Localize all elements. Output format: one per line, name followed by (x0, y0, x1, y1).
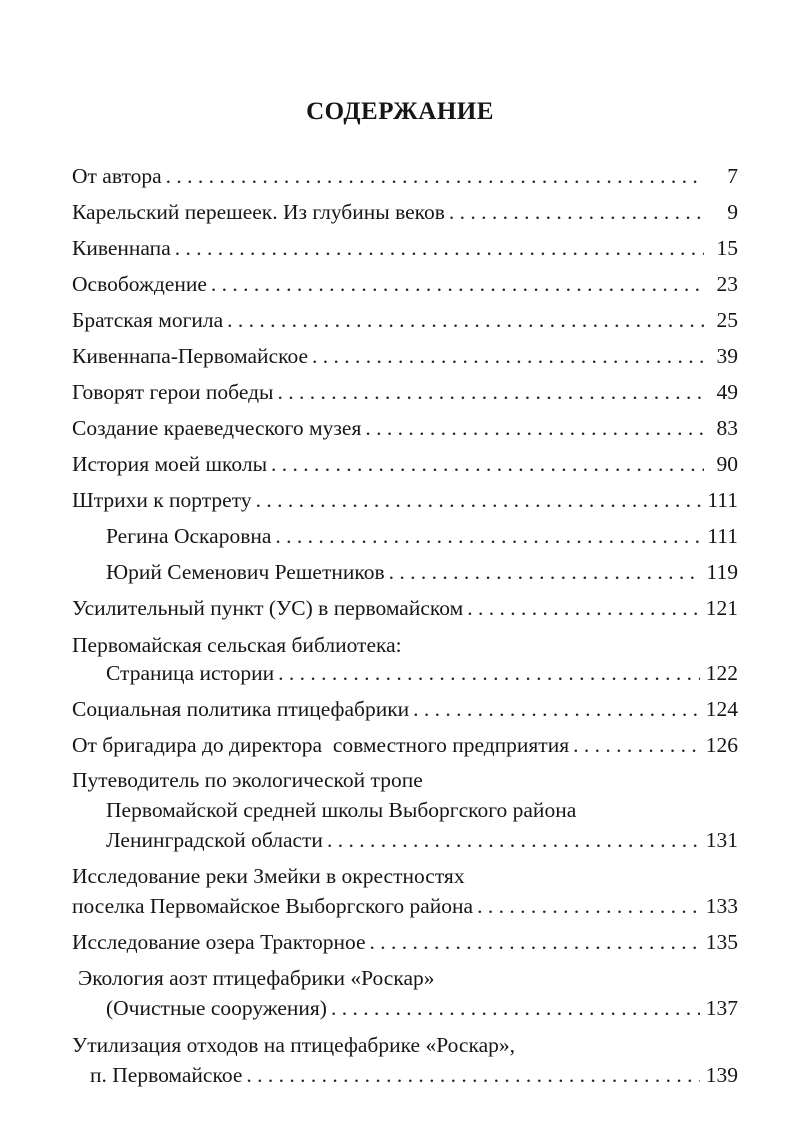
toc-entry-row (106, 825, 738, 855)
toc-page-number: 83 (716, 416, 738, 440)
toc-entry-row (106, 521, 738, 551)
toc-entry-title: Братская могила (72, 308, 224, 332)
toc-leader-dots (312, 341, 704, 371)
toc-entry-title: Карельский перешеек. Из глубины веков (72, 200, 445, 224)
toc-leader-dots (449, 197, 704, 227)
toc-entry-row (72, 197, 738, 227)
toc-page-number: 124 (705, 697, 738, 721)
toc-leader-dots (275, 521, 701, 551)
toc-page-number: 15 (716, 236, 738, 260)
toc-entry-title-continued: п. Первомайское (90, 1063, 243, 1087)
toc-entry-title: Усилительный пункт (УС) в первомайском (72, 596, 464, 620)
toc-entry-title: Освобождение (72, 272, 207, 296)
toc-entry-title: Путеводитель по экологической тропе (72, 768, 423, 792)
toc-entry-row (72, 449, 738, 479)
toc-page-number: 119 (706, 560, 738, 584)
toc-entry-row (72, 485, 738, 515)
toc-entry-title: Кивеннапа-Первомайское (72, 344, 309, 368)
toc-leader-dots (370, 927, 700, 957)
toc-page-number: 49 (716, 380, 738, 404)
toc-entry-title: Первомайская сельская библиотека: (72, 633, 402, 657)
toc-entry-row (72, 927, 738, 957)
toc-entry-title: От автора (72, 164, 162, 188)
toc-leader-dots (227, 305, 704, 335)
toc-page-number: 131 (705, 828, 738, 852)
toc-leader-dots (278, 658, 700, 688)
toc-entry-row (72, 891, 738, 921)
toc-page-number: 139 (705, 1063, 738, 1087)
toc-entry-title: Экология аозт птицефабрики «Роскар» (78, 966, 435, 990)
toc-entry-row (72, 377, 738, 407)
toc-page-number: 133 (705, 894, 738, 918)
toc-entry-title-continued: (Очистные сооружения) (106, 996, 327, 1020)
toc-leader-dots (277, 377, 704, 407)
toc-entry-title-continued: Страница истории (106, 661, 275, 685)
toc-page-number: 23 (716, 272, 738, 296)
toc-leader-dots (467, 593, 700, 623)
toc-leader-dots (175, 233, 704, 263)
toc-page-number: 39 (716, 344, 738, 368)
toc-page-number: 9 (727, 200, 738, 224)
toc-entry-title: Штрихи к портрету (72, 488, 252, 512)
toc-entry-row (72, 694, 738, 724)
toc-entry-title: Регина Оскаровна (106, 524, 272, 548)
toc-leader-dots (211, 269, 704, 299)
toc-page-number: 135 (705, 930, 738, 954)
toc-leader-dots (389, 557, 701, 587)
toc-entry-title: История моей школы (72, 452, 268, 476)
toc-entry-title-continued: Первомайской средней школы Выборгского района (106, 798, 577, 822)
toc-entry-row (72, 730, 738, 760)
toc-leader-dots (573, 730, 700, 760)
toc-entry-row (72, 161, 738, 191)
toc-entry-title: Утилизация отходов на птицефабрике «Роскар», (72, 1033, 515, 1057)
toc-page-number: 7 (727, 164, 738, 188)
toc-entry-row (72, 593, 738, 623)
toc-page-number: 137 (705, 996, 738, 1020)
toc-leader-dots (477, 891, 700, 921)
toc-leader-dots (365, 413, 704, 443)
toc-leader-dots (413, 694, 700, 724)
toc-page-number: 111 (707, 524, 738, 548)
toc-page-number: 90 (716, 452, 738, 476)
toc-leader-dots (327, 825, 700, 855)
toc-leader-dots (256, 485, 702, 515)
toc-entry-title-continued: Ленинградской области (106, 828, 323, 852)
toc-entry-title: Социальная политика птицефабрики (72, 697, 410, 721)
toc-page-number: 121 (705, 596, 738, 620)
toc-leader-dots (246, 1060, 699, 1090)
toc-leader-dots (166, 161, 704, 191)
toc-entry-title-continued: поселка Первомайское Выборгского района (72, 894, 474, 918)
toc-page-number: 25 (716, 308, 738, 332)
page-title: СОДЕРЖАНИЕ (306, 98, 494, 125)
toc-leader-dots (271, 449, 704, 479)
toc-entry-row (72, 233, 738, 263)
toc-entry-title: Создание краеведческого музея (72, 416, 362, 440)
toc-entry-row (106, 658, 738, 688)
toc-entry-title: Исследование озера Тракторное (72, 930, 366, 954)
toc-page-number: 126 (705, 733, 738, 757)
toc-entry-row (72, 341, 738, 371)
toc-page-number: 122 (705, 661, 738, 685)
toc-entry-title: Кивеннапа (72, 236, 171, 260)
toc-entry-row (72, 269, 738, 299)
toc-entry-title: Юрий Семенович Решетников (106, 560, 385, 584)
toc-entry-row (106, 993, 738, 1023)
toc-entry-title: От бригадира до директора совместного предприятия (72, 733, 570, 757)
toc-entry-row (106, 557, 738, 587)
toc-leader-dots (331, 993, 700, 1023)
toc-entry-title: Говорят герои победы (72, 380, 274, 404)
toc-page-number: 111 (707, 488, 738, 512)
toc-entry-title: Исследование реки Змейки в окрестностях (72, 864, 465, 888)
toc-entry-row (72, 305, 738, 335)
toc-entry-row (72, 413, 738, 443)
toc-entry-row (90, 1060, 738, 1090)
